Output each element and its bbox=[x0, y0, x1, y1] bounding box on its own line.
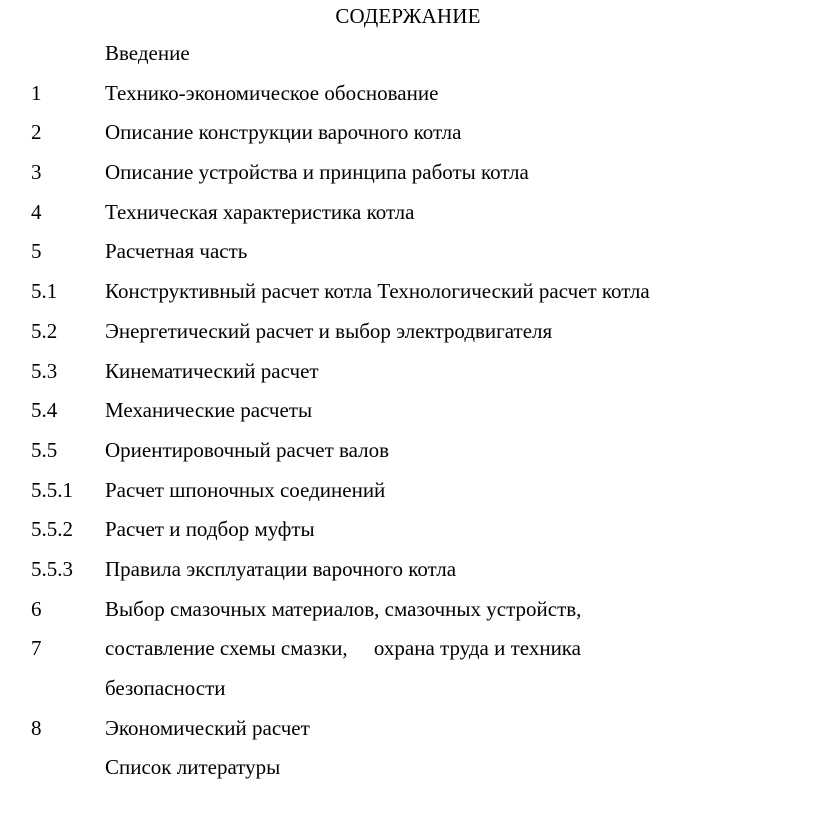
toc-entry-number: 5.5.1 bbox=[31, 477, 73, 502]
toc-entry bbox=[0, 238, 816, 278]
toc-entry bbox=[0, 40, 816, 80]
toc-entry-text: Кинематический расчет bbox=[105, 358, 319, 383]
toc-entry-number: 3 bbox=[31, 160, 42, 185]
toc-entry-text: Энергетический расчет и выбор электродвигателя bbox=[105, 318, 553, 343]
toc-entry-text: составление схемы смазки, охрана труда и техника bbox=[105, 636, 582, 661]
toc-entry bbox=[0, 516, 816, 556]
toc-entry bbox=[0, 119, 816, 159]
toc-entry bbox=[0, 358, 816, 398]
toc-entry-number: 5.5.2 bbox=[31, 517, 73, 542]
toc-entry-text: Ориентировочный расчет валов bbox=[105, 437, 390, 462]
toc-entry-number: 5 bbox=[31, 239, 42, 264]
toc-entry-number: 4 bbox=[31, 199, 42, 224]
page-title: СОДЕРЖАНИЕ bbox=[335, 4, 481, 28]
toc-entry-number: 7 bbox=[31, 636, 42, 661]
toc-entry-number: 5.2 bbox=[31, 318, 58, 343]
toc-entry-text: безопасности bbox=[105, 676, 226, 700]
toc-entry bbox=[0, 278, 816, 318]
toc-entry bbox=[0, 318, 816, 358]
toc-entry-number: 5.3 bbox=[31, 358, 58, 383]
toc-entry-text: Описание устройства и принципа работы котла bbox=[105, 160, 529, 185]
toc-entry bbox=[0, 596, 816, 636]
toc-entry bbox=[0, 675, 816, 715]
toc-entry-text: Расчетная часть bbox=[105, 239, 248, 264]
table-of-contents bbox=[0, 40, 816, 794]
toc-entry-text: Расчет шпоночных соединений bbox=[105, 477, 386, 502]
toc-entry bbox=[0, 80, 816, 120]
toc-entry-text: Техническая характеристика котла bbox=[105, 199, 415, 224]
toc-entry-number: 5.5 bbox=[31, 437, 58, 462]
toc-entry-number: 2 bbox=[31, 120, 42, 145]
toc-entry-text: Правила эксплуатации варочного котла bbox=[105, 556, 457, 581]
toc-entry-number: 5.4 bbox=[31, 398, 58, 423]
toc-entry bbox=[0, 635, 816, 675]
toc-entry bbox=[0, 159, 816, 199]
toc-entry-text: Список литературы bbox=[105, 755, 281, 780]
toc-entry bbox=[0, 477, 816, 517]
toc-entry-number: 1 bbox=[31, 80, 42, 105]
toc-entry-number: 6 bbox=[31, 596, 42, 621]
toc-entry-text: Описание конструкции варочного котла bbox=[105, 120, 462, 145]
toc-entry-text: Технико-экономическое обоснование bbox=[105, 80, 439, 105]
toc-entry-text: Экономический расчет bbox=[105, 715, 310, 740]
toc-entry bbox=[0, 556, 816, 596]
toc-entry bbox=[0, 754, 816, 794]
toc-entry-text: Расчет и подбор муфты bbox=[105, 517, 315, 542]
toc-entry bbox=[0, 199, 816, 239]
toc-entry bbox=[0, 715, 816, 755]
toc-entry-text: Конструктивный расчет котла Технологический расчет котла bbox=[105, 279, 650, 304]
toc-entry-text: Механические расчеты bbox=[105, 398, 313, 423]
toc-entry-text: Выбор смазочных материалов, смазочных устройств, bbox=[105, 596, 582, 621]
toc-entry-text: Введение bbox=[105, 41, 190, 65]
toc-entry-number: 5.5.3 bbox=[31, 556, 73, 581]
toc-entry-number: 5.1 bbox=[31, 279, 58, 304]
toc-entry-number: 8 bbox=[31, 715, 42, 740]
toc-entry bbox=[0, 397, 816, 437]
toc-entry bbox=[0, 437, 816, 477]
